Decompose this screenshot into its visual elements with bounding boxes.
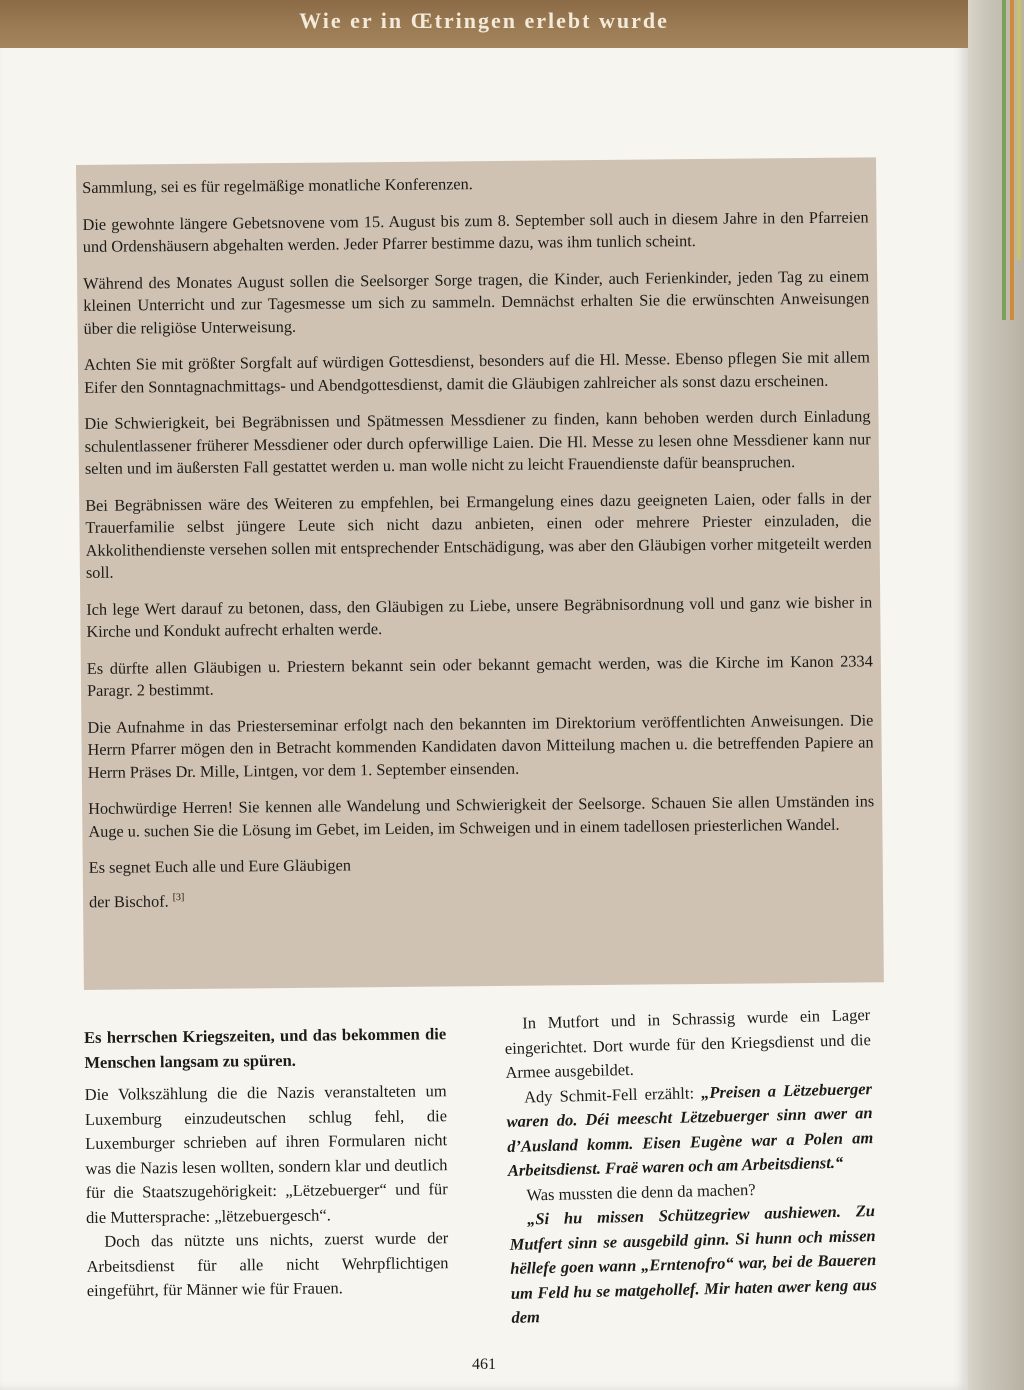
right-text-column — [504, 1003, 878, 1330]
letter-paragraph: Sammlung, sei es für regelmäßige monatliche Konferenzen. — [82, 174, 473, 197]
quote-luxembourgish: „Si hu missen Schützegriew aushiewen. Zu Mutfert sinn se ausgebild ginn. Si hunn och missen hëllefe goen wann „Erntenofro“ war, bei de Baueren um Feld hu se matgehollef. Mir haten awer keng aus dem — [509, 1200, 877, 1327]
page-number: 461 — [472, 1356, 496, 1373]
letter-paragraph: Ich lege Wert darauf zu betonen, dass, den Gläubigen zu Liebe, unsere Begräbnisordnung voll und ganz wie bisher in Kirche und Kondukt aufrecht erhalten werde. — [86, 591, 873, 641]
letter-paragraph: Während des Monates August sollen die Seelsorger Sorge tragen, die Kinder, auch Ferienkinder, jeden Tag zu einem kleinen Unterricht und zur Tagesmesse um sich zu sammeln. Demnächst erhalten Sie die erwünschten Anweisungen über die religiöse Unterweisung. — [83, 265, 870, 338]
footnote-marker: [3] — [172, 891, 185, 903]
left-text-column — [84, 1022, 449, 1303]
letter-paragraph: Achten Sie mit größter Sorgfalt auf würdigen Gottesdienst, besonders auf die Hl. Messe. Ebenso pflegen Sie mit allem Eifer den Sonntagnachmittags- und Abendgottesdienst, damit die Gläubigen zahlreicher als sonst dazu erscheinen. — [83, 347, 870, 397]
quote-intro: Ady Schmit-Fell erzählt: — [523, 1082, 702, 1107]
page-edge-tab-green — [1002, 0, 1006, 320]
quote-luxembourgish: „Preisen a Lëtzebuerger waren do. Déi meescht Lëtzebuerger sinn awer an d’Ausland komm. Eisen Eugène war a Polen am Arbeitsdienst. Fraë waren och am Arbeitsdienst.“ — [506, 1078, 874, 1180]
section-heading: Es herrschen Kriegszeiten, und das bekommen die Menschen langsam zu spüren. — [84, 1024, 447, 1072]
question-line: Was mussten die denn da machen? — [526, 1179, 756, 1205]
letter-paragraph: Die Schwierigkeit, bei Begräbnissen und Spätmessen Messdiener zu finden, kann behoben werden durch Einladung schulentlassener früherer Messdiener oder durch opferwillige Laien. Die Hl. Messe zu lesen ohne Messdiener kann nur selten und im äußersten Fall gestattet werden u. man wolle nicht zu leicht Frauendienste dafür beanspruchen. — [84, 406, 871, 478]
quote-paragraph — [506, 1077, 874, 1184]
letter-paragraph: Hochwürdige Herren! Sie kennen alle Wandelung und Schwierigkeit der Seelsorge. Schauen Sie allen Umständen ins Auge u. suchen Sie die Lösung im Gebet, im Leiden, im Schweigen und in einem tadellosen priesterlichen Wandel. — [88, 791, 875, 841]
page-edge-tab-yellow — [1017, 0, 1021, 260]
letter-blessing: Es segnet Euch alle und Eure Gläubigen — [88, 855, 352, 877]
quoted-letter-box — [76, 157, 884, 990]
letter-paragraph: Bei Begräbnissen wäre des Weiteren zu empfehlen, bei Ermangelung eines dazu geeigneten Laien, oder falls in der Trauerfamilie selbst jüngere Leute sich nicht dazu anbieten, einen oder mehrere Priester einzuladen, die Akkolithendienste versehen sollen mit entsprechender Entschädigung, was aber den Gläubigen vorher mitgeteilt werden soll. — [85, 487, 872, 582]
body-paragraph: In Mutfort und in Schrassig wurde ein Lager eingerichtet. Dort wurde für den Kriegsdienst und die Armee ausgebildet. — [504, 1005, 872, 1082]
letter-signature: der Bischof. — [88, 891, 169, 911]
letter-signature-line — [89, 880, 875, 913]
page-edge-tab-orange — [1010, 0, 1014, 320]
letter-paragraph: Die gewohnte längere Gebetsnovene vom 15. August bis zum 8. September soll auch in diesem Jahre in den Pfarreien und Ordenshäusern abgehalten werden. Jeder Pfarrer bestimme dazu, was ihm tunlich scheint. — [82, 206, 869, 256]
header-band — [0, 0, 968, 48]
letter-paragraph: Die Aufnahme in das Priesterseminar erfolgt nach den bekannten im Direktorium veröffentlichten Anweisungen. Die Herrn Pfarrer mögen den in Betracht kommenden Kandidaten davon Mitteilung machen u. die betreffenden Papiere an Herrn Präses Dr. Mille, Lintgen, vor dem 1. September einsenden. — [87, 709, 874, 782]
body-paragraph: Die Volkszählung die die Nazis veranstalteten um Luxemburg einzudeutschen schlug fehl, die Luxemburger schrieben auf ihren Formularen nicht was die Nazis lesen wollten, sondern klar und deutlich für die Staatszugehörigkeit: „Lëtzebuerger“ und für die Muttersprache: „lëtzebuergesch“. — [84, 1081, 448, 1227]
running-head: Wie er in Œtringen erlebt wurde — [299, 8, 669, 33]
book-page-edges — [964, 0, 1024, 1390]
letter-paragraph: Es dürfte allen Gläubigen u. Priestern bekannt sein oder bekannt gemacht werden, was die Kirche im Kanon 2334 Paragr. 2 bestimmt. — [86, 650, 873, 700]
body-paragraph: Doch das nützte uns nichts, zuerst wurde der Arbeitsdienst für alle nicht Wehrpflichtigen eingeführt, für Männer wie für Frauen. — [86, 1228, 449, 1300]
